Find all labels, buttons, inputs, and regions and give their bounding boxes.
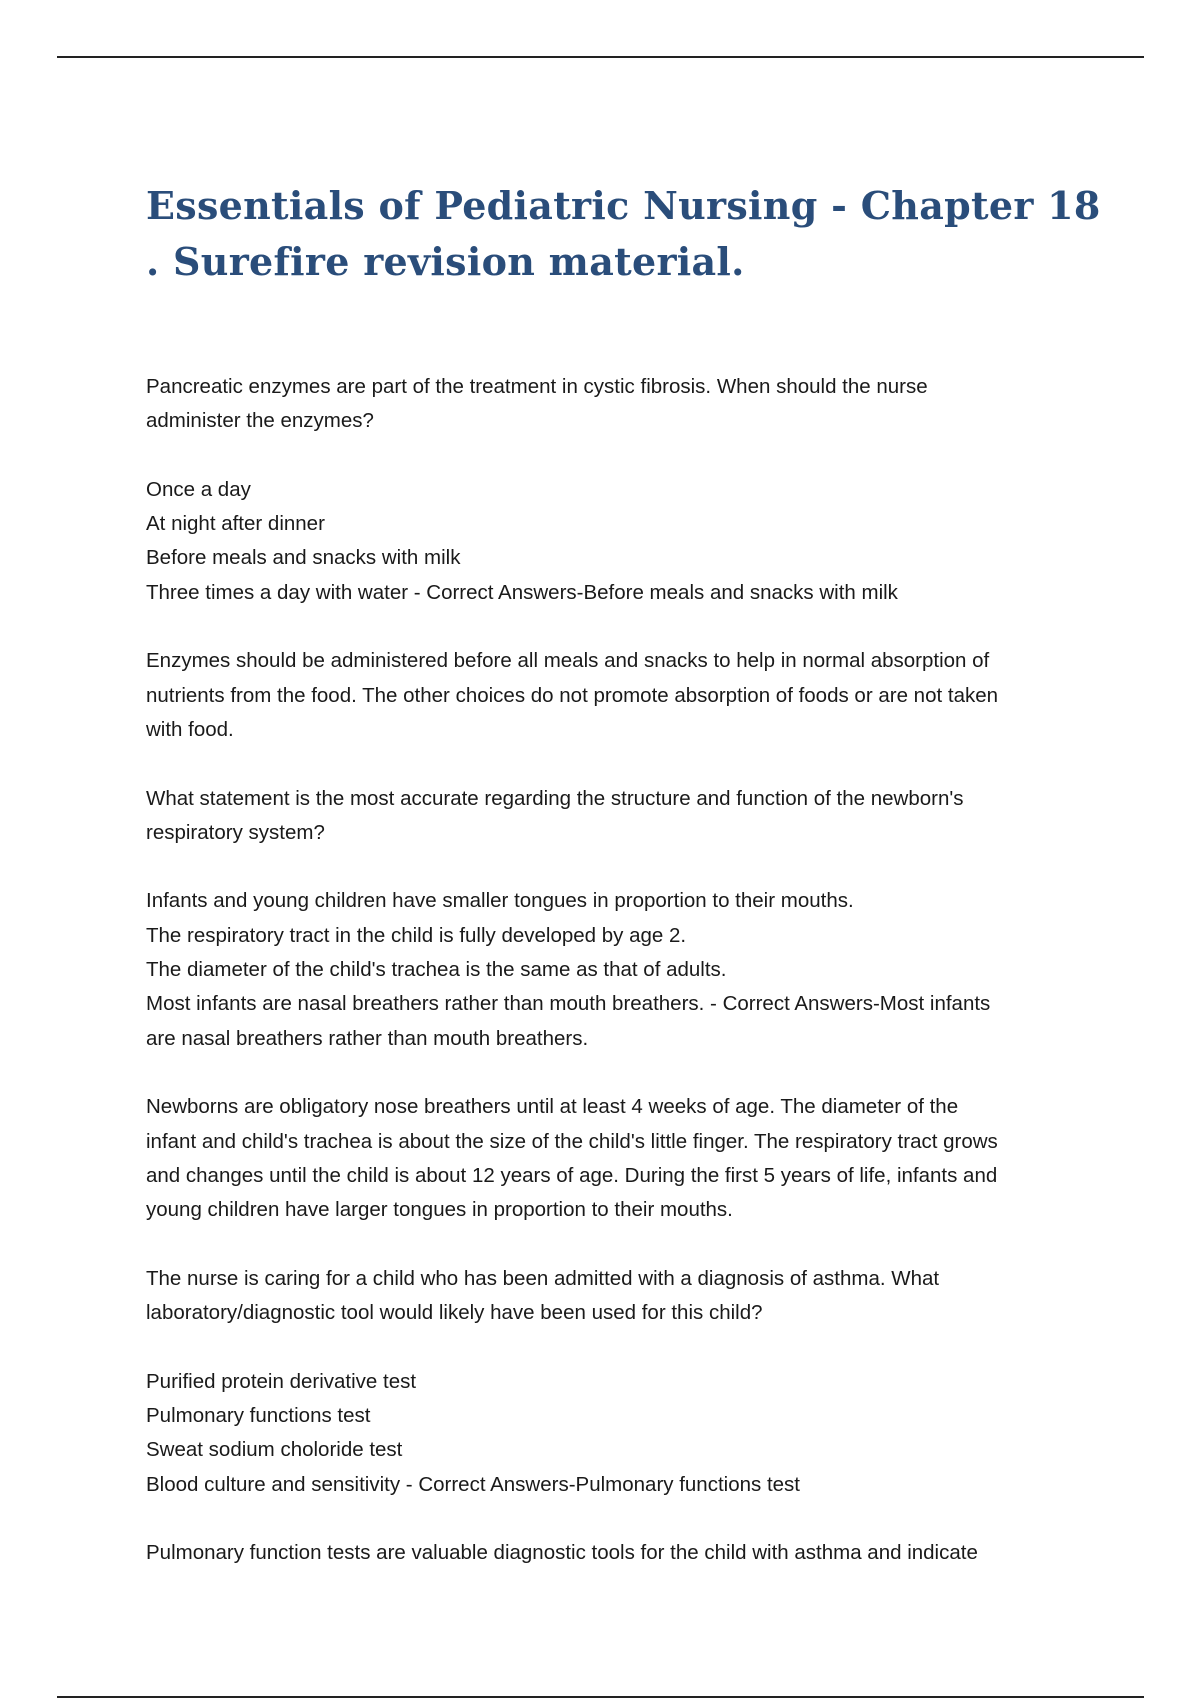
rationale-text: Enzymes should be administered before all meals and snacks to help in normal absorption of xyxy=(146,649,990,673)
answer-option: Before meals and snacks with milk xyxy=(146,546,461,570)
rationale-text: nutrients from the food. The other choices do not promote absorption of foods or are not taken xyxy=(146,683,999,707)
answer-options-1 xyxy=(146,473,1106,610)
question-text: administer the enzymes? xyxy=(146,409,374,433)
rationale-text: infant and child's trachea is about the size of the child's little finger. The respiratory tract grows xyxy=(146,1129,998,1153)
rationale-2 xyxy=(146,1090,1106,1227)
answer-options-2 xyxy=(146,884,1106,1055)
answer-option: The respiratory tract in the child is fully developed by age 2. xyxy=(146,923,687,947)
answer-option: Purified protein derivative test xyxy=(146,1369,417,1393)
rationale-text: Newborns are obligatory nose breathers until at least 4 weeks of age. The diameter of the xyxy=(146,1095,959,1119)
rationale-text: young children have larger tongues in proportion to their mouths. xyxy=(146,1198,733,1222)
question-text: What statement is the most accurate regarding the structure and function of the newborn's xyxy=(146,786,964,810)
question-text: respiratory system? xyxy=(146,820,325,844)
document-title xyxy=(146,178,1106,290)
rationale-1 xyxy=(146,644,1106,747)
question-text: Pancreatic enzymes are part of the treatment in cystic fibrosis. When should the nurse xyxy=(146,375,928,398)
document-body xyxy=(146,178,1106,1570)
question-text: The nurse is caring for a child who has been admitted with a diagnosis of asthma. What xyxy=(146,1266,940,1290)
answer-option: Infants and young children have smaller tongues in proportion to their mouths. xyxy=(146,889,854,913)
qa-content xyxy=(146,370,1106,1570)
title-line-1: Essentials of Pediatric Nursing - Chapter 18 xyxy=(146,183,1101,228)
answer-options-3 xyxy=(146,1365,1106,1502)
answer-option: Pulmonary functions test xyxy=(146,1403,371,1427)
answer-option: Once a day xyxy=(146,477,251,501)
top-rule xyxy=(57,56,1144,58)
title-line-2: . Surefire revision material. xyxy=(146,239,745,284)
question-text: laboratory/diagnostic tool would likely have been used for this child? xyxy=(146,1301,763,1325)
rationale-text: with food. xyxy=(146,717,234,741)
answer-option: are nasal breathers rather than mouth breathers. xyxy=(146,1026,589,1050)
rationale-3 xyxy=(146,1536,1106,1570)
question-2 xyxy=(146,782,1106,851)
answer-option: Three times a day with water - Correct Answers-Before meals and snacks with milk xyxy=(146,580,898,604)
rationale-text: and changes until the child is about 12 years of age. During the first 5 years of life, infants and xyxy=(146,1163,998,1187)
question-1 xyxy=(146,370,1106,439)
bottom-rule xyxy=(57,1696,1144,1698)
rationale-text: Pulmonary function tests are valuable diagnostic tools for the child with asthma and indicate xyxy=(146,1541,978,1565)
answer-option: Sweat sodium choloride test xyxy=(146,1438,403,1462)
answer-option: Blood culture and sensitivity - Correct Answers-Pulmonary functions test xyxy=(146,1472,800,1496)
answer-option: At night after dinner xyxy=(146,512,325,536)
question-3 xyxy=(146,1262,1106,1331)
answer-option: Most infants are nasal breathers rather than mouth breathers. - Correct Answers-Most infants xyxy=(146,992,991,1016)
answer-option: The diameter of the child's trachea is the same as that of adults. xyxy=(146,958,727,982)
